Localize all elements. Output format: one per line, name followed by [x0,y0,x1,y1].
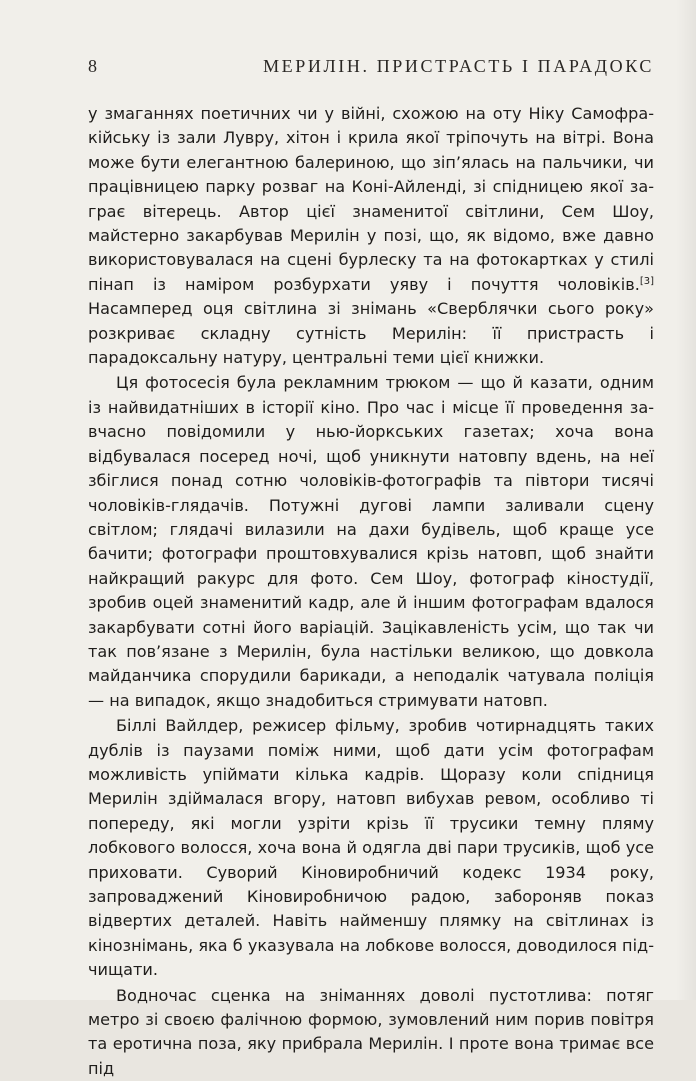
paragraph-text: у змаганнях поетичних чи у війні, схожою на оту Ніку Самофракійську із зали Лувру, хітон і крила якої тріпочуть на вітрі. Вона може бути елегантною балериною, що зіп’ялась на пальчики, чи працівницею парку розваг на Коні-Айленді, зі спідницею якої заграє вітерець. Автор цієї знаменитої світлини, Сем Шоу, майстерно закарбував Мерилін у позі, що, як відомо, вже давно використовувалася на сцені бурлеску та на фотокартках у стилі пінап із наміром розбурхати уяву і почуття чоловіків. [88,104,654,294]
paragraph: Ця фотосесія була рекламним трюком — що й казати, одним із найвидатніших в історії кіно. Про час і місце її проведення завчасно повідомили у нью-йоркських газетах; хоча вона відбувалася посеред ночі, щоб уникнути натовпу вдень, на неї збіглися понад сотню чоловіків-фотографів та півтори тисячі чоловіків-глядачів. Потужні дугові лампи заливали сцену світлом; глядачі вилазили на дахи будівель, щоб краще усе бачити; фотографи проштовхувалися крізь натовп, щоб знайти найкращий ракурс для фото. Сем Шоу, фотограф кіностудії, зробив оцей знаменитий кадр, але й іншим фотографам вдалося закарбувати сотні його варіацій. Зацікавленість усім, що так чи так пов’язане з Мерилін, була настільки великою, що довкола майданчика спорудили барикади, а неподалік чатувала поліція — на випадок, якщо знадобиться стримувати натовп. [88,373,654,710]
footnote-reference[interactable]: [3] [639,275,654,287]
page-number: 8 [88,56,97,76]
running-title: МЕРИЛІН. ПРИСТРАСТЬ І ПАРАДОКС [263,56,654,76]
paragraph: Біллі Вайлдер, режисер фільму, зробив чотирнадцять таких дублів із паузами поміж ними, щоб дати усім фотографам можливість упіймати кілька кадрів. Щоразу коли спідниця Мерилін здіймалася вгору, натовп вибухав ревом, особливо ті попереду, які могли узріти крізь її трусики темну пляму лобкового волосся, хоча вона й одягла дві пари трусиків, щоб усе приховати. Суворий Кіновиробничий кодекс 1934 року, запроваджений Кіновиробничою радою, забороняв показ відвертих деталей. Навіть найменшу плямку на світлинах із кінознімань, яка б указувала на лобкове волосся, доводилося підчищати. [88,716,654,980]
body-text [88,102,654,1081]
paragraph [88,102,654,370]
page-header [88,56,654,82]
paragraph: Водночас сценка на зніманнях доволі пустотлива: потяг метро зі своєю фалічною формою, зумовлений ним порив повітря та еротична поза, яку прибрала Мерилін. І проте вона тримає все під [88,985,654,1078]
paragraph-text: Насамперед оця світлина зі знімань «Сверблячки сього року» розкриває складну сутність Мерилін: її пристрасть і парадоксальну натуру, центральні теми цієї книжки. [88,299,654,368]
